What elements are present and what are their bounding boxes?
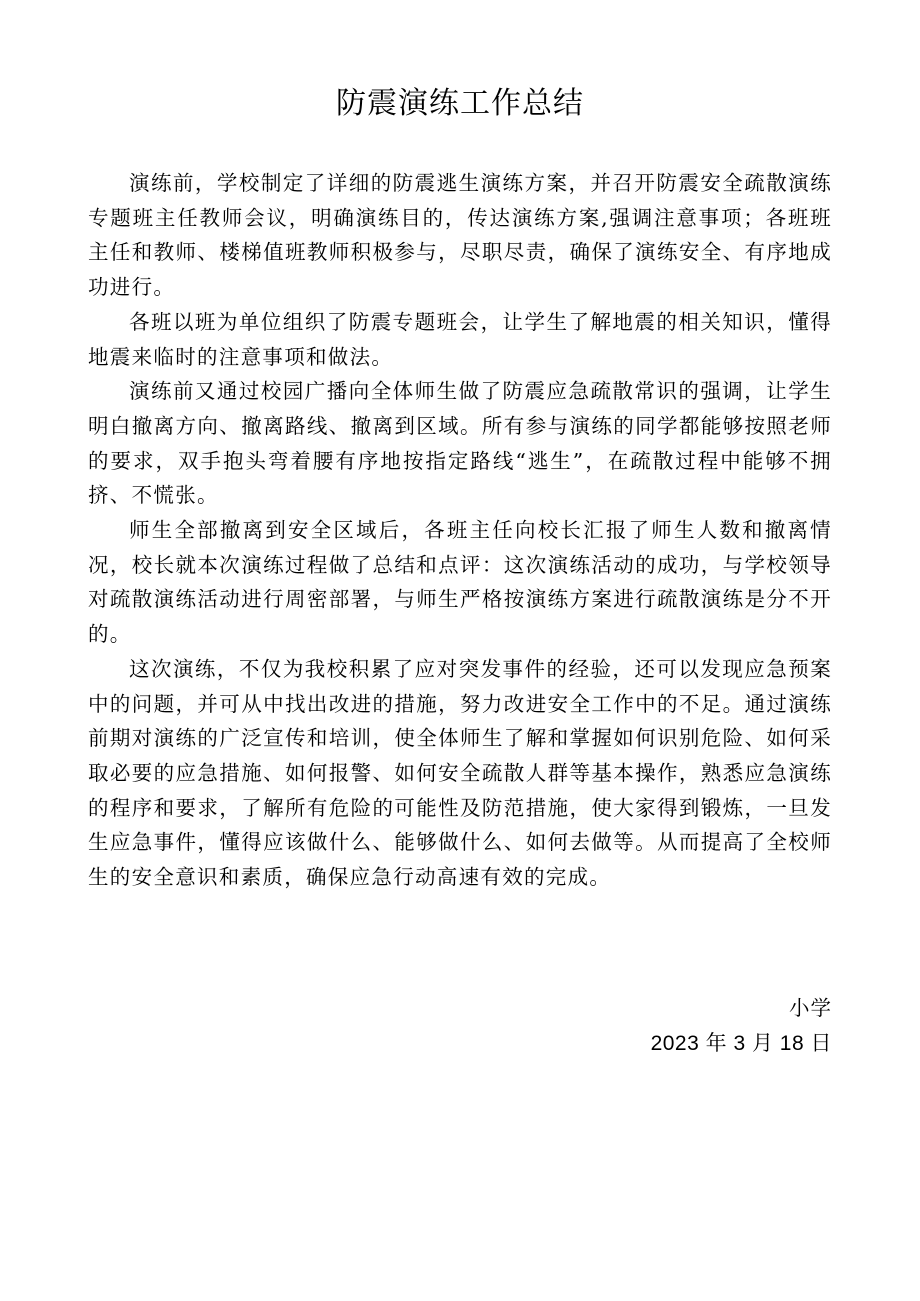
signature-block bbox=[651, 990, 832, 1062]
document-body bbox=[88, 166, 832, 895]
paragraph-preparation: 演练前，学校制定了详细的防震逃生演练方案，并召开防震安全疏散演练专题班主任教师会议，明确演练目的，传达演练方案,强调注意事项；各班班主任和教师、楼梯值班教师积极参与，尽职尽责，确保了演练安全、有序地成功进行。 bbox=[88, 171, 832, 300]
paragraph-broadcast: 演练前又通过校园广播向全体师生做了防震应急疏散常识的强调，让学生明白撤离方向、撤离路线、撤离到区域。所有参与演练的同学都能够按照老师的要求，双手抱头弯着腰有序地按指定路线“逃生”，在疏散过程中能够不拥挤、不慌张。 bbox=[88, 379, 832, 508]
paragraph-class-meeting: 各班以班为单位组织了防震专题班会，让学生了解地震的相关知识，懂得地震来临时的注意事项和做法。 bbox=[88, 309, 832, 369]
signature-date: 2023 年 3 月 18 日 bbox=[650, 1032, 832, 1055]
paragraph-evacuation-report: 师生全部撤离到安全区域后，各班主任向校长汇报了师生人数和撤离情况，校长就本次演练过程做了总结和点评：这次演练活动的成功，与学校领导对疏散演练活动进行周密部署，与师生严格按演练方案进行疏散演练是分不开的。 bbox=[88, 518, 832, 647]
signature-organization: 小学 bbox=[789, 996, 832, 1020]
document-title: 防震演练工作总结 bbox=[336, 86, 584, 121]
paragraph-conclusion: 这次演练，不仅为我校积累了应对突发事件的经验，还可以发现应急预案中的问题，并可从中找出改进的措施，努力改进安全工作中的不足。通过演练前期对演练的广泛宣传和培训，使全体师生了解和掌握如何识别危险、如何采取必要的应急措施、如何报警、如何安全疏散人群等基本操作，熟悉应急演练的程序和要求，了解所有危险的可能性及防范措施，使大家得到锻炼，一旦发生应急事件，懂得应该做什么、能够做什么、如何去做等。从而提高了全校师生的安全意识和素质，确保应急行动高速有效的完成。 bbox=[88, 656, 832, 890]
